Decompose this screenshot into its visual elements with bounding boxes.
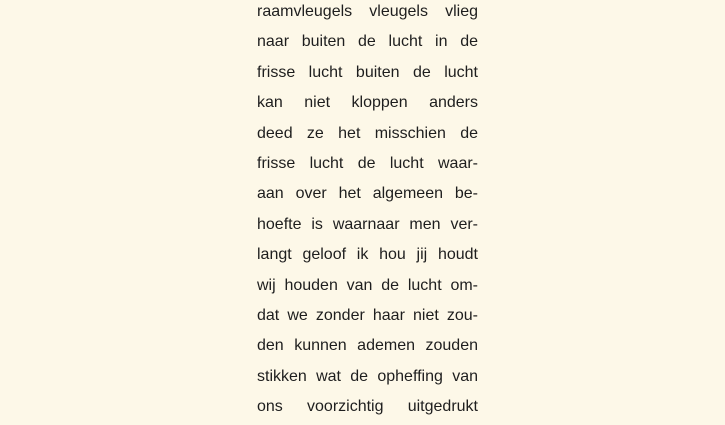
text-line: frisse lucht buiten de lucht bbox=[257, 63, 478, 81]
text-line: stikken wat de opheffing van bbox=[257, 367, 478, 385]
text-line: ons voorzichtig uitgedrukt bbox=[257, 398, 478, 416]
text-line: den kunnen ademen zouden bbox=[257, 337, 478, 355]
text-line: kan niet kloppen anders bbox=[257, 94, 478, 112]
text-line: wij houden van de lucht om- bbox=[257, 276, 478, 294]
text-line: hoefte is waarnaar men ver- bbox=[257, 215, 478, 233]
text-line: langt geloof ik hou jij houdt bbox=[257, 246, 478, 264]
text-line: raamvleugels vleugels vlieg bbox=[257, 3, 478, 20]
text-line: dat we zonder haar niet zou- bbox=[257, 306, 478, 324]
text-line: naar buiten de lucht in de bbox=[257, 33, 478, 51]
text-column bbox=[257, 0, 478, 425]
text-line: aan over het algemeen be- bbox=[257, 185, 478, 203]
text-line: deed ze het misschien de bbox=[257, 124, 478, 142]
text-line: frisse lucht de lucht waar- bbox=[257, 154, 478, 172]
